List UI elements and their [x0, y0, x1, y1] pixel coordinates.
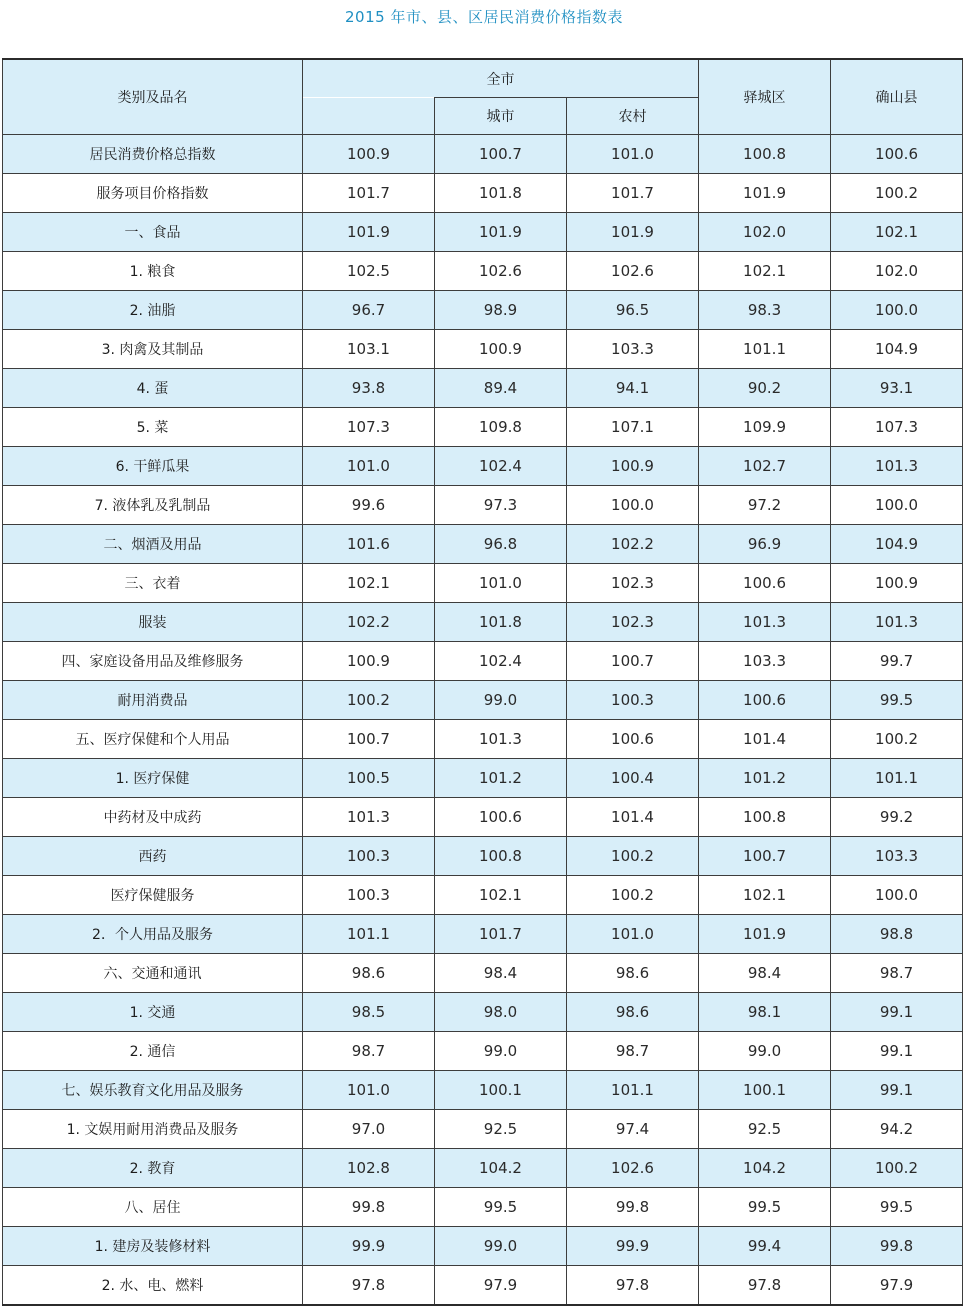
cell-queshan: 97.9: [831, 1266, 963, 1305]
table-row: [3, 798, 963, 837]
cell-yicheng: 100.6: [699, 564, 831, 603]
row-label: 一、食品: [3, 213, 303, 252]
cell-queshan: 94.2: [831, 1110, 963, 1149]
cell-yicheng: 99.4: [699, 1227, 831, 1266]
cell-total: 100.7: [303, 720, 435, 759]
cell-rural: 101.0: [567, 915, 699, 954]
cell-total: 98.6: [303, 954, 435, 993]
cell-queshan: 101.1: [831, 759, 963, 798]
cell-yicheng: 101.9: [699, 174, 831, 213]
cell-urban: 97.3: [435, 486, 567, 525]
cell-total: 100.2: [303, 681, 435, 720]
cell-urban: 98.4: [435, 954, 567, 993]
cell-urban: 99.0: [435, 1032, 567, 1071]
cell-total: 100.5: [303, 759, 435, 798]
row-label: 2. 油脂: [3, 291, 303, 330]
cell-total: 101.7: [303, 174, 435, 213]
cell-yicheng: 99.5: [699, 1188, 831, 1227]
cell-rural: 100.9: [567, 447, 699, 486]
cell-urban: 99.0: [435, 1227, 567, 1266]
cell-queshan: 100.0: [831, 876, 963, 915]
cell-total: 101.1: [303, 915, 435, 954]
table-row: [3, 720, 963, 759]
row-label: 1. 粮食: [3, 252, 303, 291]
cell-yicheng: 101.4: [699, 720, 831, 759]
cell-queshan: 98.8: [831, 915, 963, 954]
cell-queshan: 99.2: [831, 798, 963, 837]
row-label: 六、交通和通讯: [3, 954, 303, 993]
cell-yicheng: 101.9: [699, 915, 831, 954]
cell-queshan: 107.3: [831, 408, 963, 447]
cell-total: 100.3: [303, 837, 435, 876]
row-label: 1. 医疗保健: [3, 759, 303, 798]
table-row: [3, 1149, 963, 1188]
row-label: 服务项目价格指数: [3, 174, 303, 213]
cell-queshan: 103.3: [831, 837, 963, 876]
cell-urban: 99.5: [435, 1188, 567, 1227]
cell-rural: 100.3: [567, 681, 699, 720]
cell-rural: 101.4: [567, 798, 699, 837]
cell-rural: 99.8: [567, 1188, 699, 1227]
table-body: [3, 135, 963, 1305]
cell-rural: 100.7: [567, 642, 699, 681]
cell-queshan: 99.1: [831, 1071, 963, 1110]
table-header: [3, 59, 963, 135]
table-row: [3, 291, 963, 330]
page-title: 2015 年市、县、区居民消费价格指数表: [345, 8, 623, 26]
cell-urban: 92.5: [435, 1110, 567, 1149]
header-yicheng: 驿城区: [699, 59, 831, 135]
cell-rural: 102.2: [567, 525, 699, 564]
cell-total: 100.9: [303, 642, 435, 681]
cell-yicheng: 100.1: [699, 1071, 831, 1110]
table-row: [3, 447, 963, 486]
cell-rural: 101.9: [567, 213, 699, 252]
cell-total: 101.0: [303, 1071, 435, 1110]
row-label: 6. 干鲜瓜果: [3, 447, 303, 486]
cell-total: 97.0: [303, 1110, 435, 1149]
row-label: 八、居住: [3, 1188, 303, 1227]
row-label: 居民消费价格总指数: [3, 135, 303, 174]
cell-yicheng: 92.5: [699, 1110, 831, 1149]
cell-queshan: 101.3: [831, 603, 963, 642]
cell-total: 98.7: [303, 1032, 435, 1071]
row-label: 三、衣着: [3, 564, 303, 603]
cell-queshan: 99.7: [831, 642, 963, 681]
table-row: [3, 330, 963, 369]
row-label: 2．个人用品及服务: [3, 915, 303, 954]
row-label: 1. 文娱用耐用消费品及服务: [3, 1110, 303, 1149]
cell-urban: 99.0: [435, 681, 567, 720]
table-row: [3, 681, 963, 720]
cell-total: 101.0: [303, 447, 435, 486]
table-row: [3, 1032, 963, 1071]
cell-total: 99.8: [303, 1188, 435, 1227]
cell-urban: 102.4: [435, 642, 567, 681]
cell-yicheng: 102.0: [699, 213, 831, 252]
row-label: 耐用消费品: [3, 681, 303, 720]
cell-yicheng: 96.9: [699, 525, 831, 564]
cell-rural: 107.1: [567, 408, 699, 447]
cell-urban: 100.8: [435, 837, 567, 876]
header-city-total-blank: [303, 98, 435, 135]
cell-total: 102.8: [303, 1149, 435, 1188]
cell-total: 103.1: [303, 330, 435, 369]
cell-urban: 102.1: [435, 876, 567, 915]
cell-urban: 102.4: [435, 447, 567, 486]
cell-total: 100.9: [303, 135, 435, 174]
cell-rural: 103.3: [567, 330, 699, 369]
cell-yicheng: 100.6: [699, 681, 831, 720]
cell-urban: 101.3: [435, 720, 567, 759]
cell-rural: 100.2: [567, 837, 699, 876]
cell-total: 101.6: [303, 525, 435, 564]
cell-rural: 97.8: [567, 1266, 699, 1305]
cell-rural: 97.4: [567, 1110, 699, 1149]
cell-queshan: 104.9: [831, 330, 963, 369]
table-row: [3, 1071, 963, 1110]
cell-urban: 96.8: [435, 525, 567, 564]
cell-queshan: 100.2: [831, 720, 963, 759]
row-label: 1. 交通: [3, 993, 303, 1032]
cell-yicheng: 97.2: [699, 486, 831, 525]
cell-queshan: 98.7: [831, 954, 963, 993]
cell-total: 100.3: [303, 876, 435, 915]
cell-rural: 102.3: [567, 564, 699, 603]
table-row: [3, 915, 963, 954]
table-row: [3, 174, 963, 213]
cell-total: 99.9: [303, 1227, 435, 1266]
table-row: [3, 1266, 963, 1305]
cell-yicheng: 100.7: [699, 837, 831, 876]
cpi-table: [2, 58, 963, 1306]
cell-urban: 100.1: [435, 1071, 567, 1110]
cell-urban: 101.8: [435, 174, 567, 213]
row-label: 服装: [3, 603, 303, 642]
cell-queshan: 99.1: [831, 1032, 963, 1071]
cell-urban: 104.2: [435, 1149, 567, 1188]
row-label: 西药: [3, 837, 303, 876]
cell-total: 93.8: [303, 369, 435, 408]
cell-urban: 98.9: [435, 291, 567, 330]
cell-yicheng: 100.8: [699, 135, 831, 174]
cell-rural: 96.5: [567, 291, 699, 330]
cell-urban: 102.6: [435, 252, 567, 291]
table-row: [3, 993, 963, 1032]
row-label: 医疗保健服务: [3, 876, 303, 915]
cell-rural: 99.9: [567, 1227, 699, 1266]
row-label: 4. 蛋: [3, 369, 303, 408]
row-label: 2. 通信: [3, 1032, 303, 1071]
row-label: 五、医疗保健和个人用品: [3, 720, 303, 759]
table-row: [3, 486, 963, 525]
cell-yicheng: 90.2: [699, 369, 831, 408]
cell-queshan: 99.8: [831, 1227, 963, 1266]
cell-urban: 97.9: [435, 1266, 567, 1305]
cell-queshan: 100.2: [831, 174, 963, 213]
header-urban: 城市: [435, 98, 567, 135]
cell-yicheng: 102.1: [699, 876, 831, 915]
cell-total: 107.3: [303, 408, 435, 447]
cell-queshan: 93.1: [831, 369, 963, 408]
table-row: [3, 408, 963, 447]
cell-queshan: 99.1: [831, 993, 963, 1032]
table-row: [3, 759, 963, 798]
cell-yicheng: 98.3: [699, 291, 831, 330]
table-row: [3, 1188, 963, 1227]
cell-rural: 101.0: [567, 135, 699, 174]
cell-urban: 101.2: [435, 759, 567, 798]
table-row: [3, 564, 963, 603]
cell-queshan: 99.5: [831, 1188, 963, 1227]
header-queshan: 确山县: [831, 59, 963, 135]
cell-rural: 101.1: [567, 1071, 699, 1110]
cell-yicheng: 99.0: [699, 1032, 831, 1071]
table-row: [3, 642, 963, 681]
cell-yicheng: 98.1: [699, 993, 831, 1032]
cell-total: 96.7: [303, 291, 435, 330]
cell-yicheng: 98.4: [699, 954, 831, 993]
cell-rural: 98.6: [567, 993, 699, 1032]
cell-yicheng: 102.7: [699, 447, 831, 486]
cell-queshan: 100.2: [831, 1149, 963, 1188]
cell-rural: 102.6: [567, 252, 699, 291]
cell-urban: 100.7: [435, 135, 567, 174]
cell-yicheng: 103.3: [699, 642, 831, 681]
cell-urban: 89.4: [435, 369, 567, 408]
row-label: 2. 水、电、燃料: [3, 1266, 303, 1305]
cell-yicheng: 101.2: [699, 759, 831, 798]
row-label: 3. 肉禽及其制品: [3, 330, 303, 369]
cell-rural: 100.2: [567, 876, 699, 915]
cell-urban: 109.8: [435, 408, 567, 447]
table-row: [3, 525, 963, 564]
cell-total: 97.8: [303, 1266, 435, 1305]
cell-urban: 100.6: [435, 798, 567, 837]
table-row: [3, 369, 963, 408]
row-label: 5. 菜: [3, 408, 303, 447]
cell-queshan: 102.1: [831, 213, 963, 252]
cell-rural: 101.7: [567, 174, 699, 213]
cell-urban: 100.9: [435, 330, 567, 369]
cell-yicheng: 104.2: [699, 1149, 831, 1188]
cell-queshan: 99.5: [831, 681, 963, 720]
row-label: 中药材及中成药: [3, 798, 303, 837]
cell-urban: 101.9: [435, 213, 567, 252]
cell-queshan: 102.0: [831, 252, 963, 291]
cell-rural: 100.0: [567, 486, 699, 525]
table-row: [3, 603, 963, 642]
table-row: [3, 213, 963, 252]
cell-rural: 102.3: [567, 603, 699, 642]
cell-rural: 98.6: [567, 954, 699, 993]
cell-yicheng: 100.8: [699, 798, 831, 837]
row-label: 1. 建房及装修材料: [3, 1227, 303, 1266]
table-row: [3, 954, 963, 993]
header-rural: 农村: [567, 98, 699, 135]
cell-total: 101.9: [303, 213, 435, 252]
table-row: [3, 1110, 963, 1149]
cell-yicheng: 101.1: [699, 330, 831, 369]
table-row: [3, 135, 963, 174]
cell-queshan: 100.6: [831, 135, 963, 174]
cell-queshan: 100.0: [831, 291, 963, 330]
cell-total: 102.5: [303, 252, 435, 291]
cell-urban: 101.8: [435, 603, 567, 642]
cell-yicheng: 97.8: [699, 1266, 831, 1305]
cell-rural: 94.1: [567, 369, 699, 408]
header-category: 类别及品名: [3, 59, 303, 135]
row-label: 四、家庭设备用品及维修服务: [3, 642, 303, 681]
cell-queshan: 100.0: [831, 486, 963, 525]
cell-urban: 101.0: [435, 564, 567, 603]
cell-queshan: 101.3: [831, 447, 963, 486]
cell-yicheng: 101.3: [699, 603, 831, 642]
cell-queshan: 100.9: [831, 564, 963, 603]
cell-urban: 98.0: [435, 993, 567, 1032]
cell-rural: 100.4: [567, 759, 699, 798]
cell-yicheng: 109.9: [699, 408, 831, 447]
cell-urban: 101.7: [435, 915, 567, 954]
table-row: [3, 1227, 963, 1266]
cell-queshan: 104.9: [831, 525, 963, 564]
table-row: [3, 876, 963, 915]
table-row: [3, 252, 963, 291]
table-row: [3, 837, 963, 876]
cell-total: 101.3: [303, 798, 435, 837]
cell-rural: 98.7: [567, 1032, 699, 1071]
cell-total: 99.6: [303, 486, 435, 525]
cell-rural: 102.6: [567, 1149, 699, 1188]
cell-total: 102.1: [303, 564, 435, 603]
cell-rural: 100.6: [567, 720, 699, 759]
row-label: 二、烟酒及用品: [3, 525, 303, 564]
cell-total: 98.5: [303, 993, 435, 1032]
row-label: 2. 教育: [3, 1149, 303, 1188]
row-label: 七、娱乐教育文化用品及服务: [3, 1071, 303, 1110]
header-city-total: 全市: [303, 59, 699, 98]
cell-yicheng: 102.1: [699, 252, 831, 291]
row-label: 7. 液体乳及乳制品: [3, 486, 303, 525]
cell-total: 102.2: [303, 603, 435, 642]
